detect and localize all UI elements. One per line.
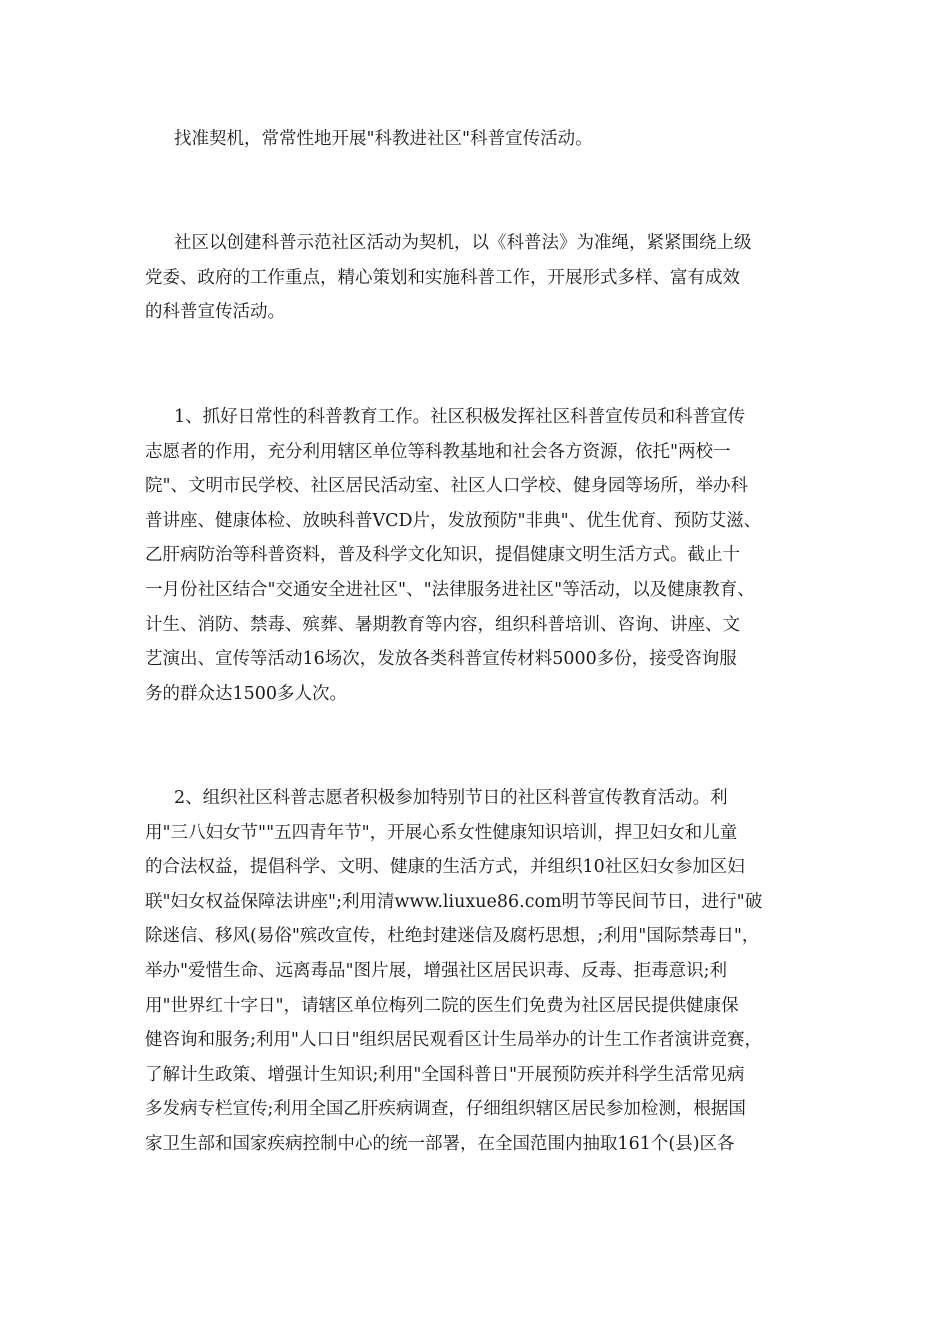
- paragraph-1: [145, 122, 825, 157]
- paragraph-4: [145, 781, 825, 1162]
- paragraph-line: 院"、文明市民学校、社区居民活动室、社区人口学校、健身园等场所，举办科: [145, 476, 749, 497]
- paragraph-line: 多发病专栏宣传;利用全国乙肝疾病调查，仔细组织辖区居民参加检测，根据国: [145, 1099, 746, 1120]
- paragraph-line: 的合法权益，提倡科学、文明、健康的生活方式，并组织10社区妇女参加区妇: [145, 857, 745, 878]
- paragraph-2: [145, 226, 825, 330]
- paragraph-line: 社区以创建科普示范社区活动为契机，以《科普法》为准绳，紧紧围绕上级: [174, 233, 752, 253]
- paragraph-line: 计生、消防、禁毒、殡葬、暑期教育等内容，组织科普培训、咨询、讲座、文: [145, 614, 740, 635]
- paragraph-line: 乙肝病防治等科普资料，普及科学文化知识，提倡健康文明生活方式。截止十: [145, 545, 740, 566]
- paragraph-line: 家卫生部和国家疾病控制中心的统一部署，在全国范围内抽取161个(县)区各: [145, 1133, 735, 1154]
- paragraph-line: 健咨询和服务;利用"人口日"组织居民观看区计生局举办的计生工作者演讲竞赛，: [145, 1030, 762, 1051]
- paragraph-line: 了解计生政策、增强计生知识;利用"全国科普日"开展预防疾并科学生活常见病: [145, 1064, 745, 1085]
- paragraph-line: 艺演出、宣传等活动16场次，发放各类科普宣传材料5000多份，接受咨询服: [145, 649, 737, 670]
- paragraph-line: 一月份社区结合"交通安全进社区"、"法律服务进社区"等活动，以及健康教育、: [145, 579, 755, 600]
- paragraph-3: [145, 400, 825, 711]
- paragraph-line: 务的群众达1500多人次。: [145, 683, 348, 704]
- paragraph-line: 除迷信、移风(易俗"殡改宣传，杜绝封建迷信及腐朽思想，;利用"国际禁毒日"，: [145, 926, 760, 947]
- paragraph-line: 找准契机，常常性地开展"科教进社区"科普宣传活动。: [174, 129, 593, 149]
- paragraph-line: 普讲座、健康体检、放映科普VCD片，发放预防"非典"、优生优育、预防艾滋、: [145, 510, 762, 531]
- paragraph-line: 举办"爱惜生命、远离毒品"图片展，增强社区居民识毒、反毒、拒毒意识;利: [145, 960, 727, 981]
- paragraph-line: 的科普宣传活动。: [145, 302, 285, 323]
- paragraph-line: 联"妇女权益保障法讲座";利用清www.liuxue86.com明节等民间节日，进行"破: [145, 891, 763, 912]
- paragraph-line: 1、抓好日常性的科普教育工作。社区积极发挥社区科普宣传员和科普宣传: [174, 407, 746, 427]
- paragraph-line: 2、组织社区科普志愿者积极参加特别节日的社区科普宣传教育活动。利: [174, 788, 728, 808]
- paragraph-line: 党委、政府的工作重点，精心策划和实施科普工作，开展形式多样、富有成效: [145, 267, 740, 288]
- paragraph-line: 用"世界红十字日"，请辖区单位梅列二院的医生们免费为社区居民提供健康保: [145, 995, 739, 1016]
- paragraph-line: 志愿者的作用，充分利用辖区单位等科教基地和社会各方资源，依托"两校一: [145, 441, 731, 462]
- paragraph-line: 用"三八妇女节""五四青年节"，开展心系女性健康知识培训，捍卫妇女和儿童: [145, 822, 738, 843]
